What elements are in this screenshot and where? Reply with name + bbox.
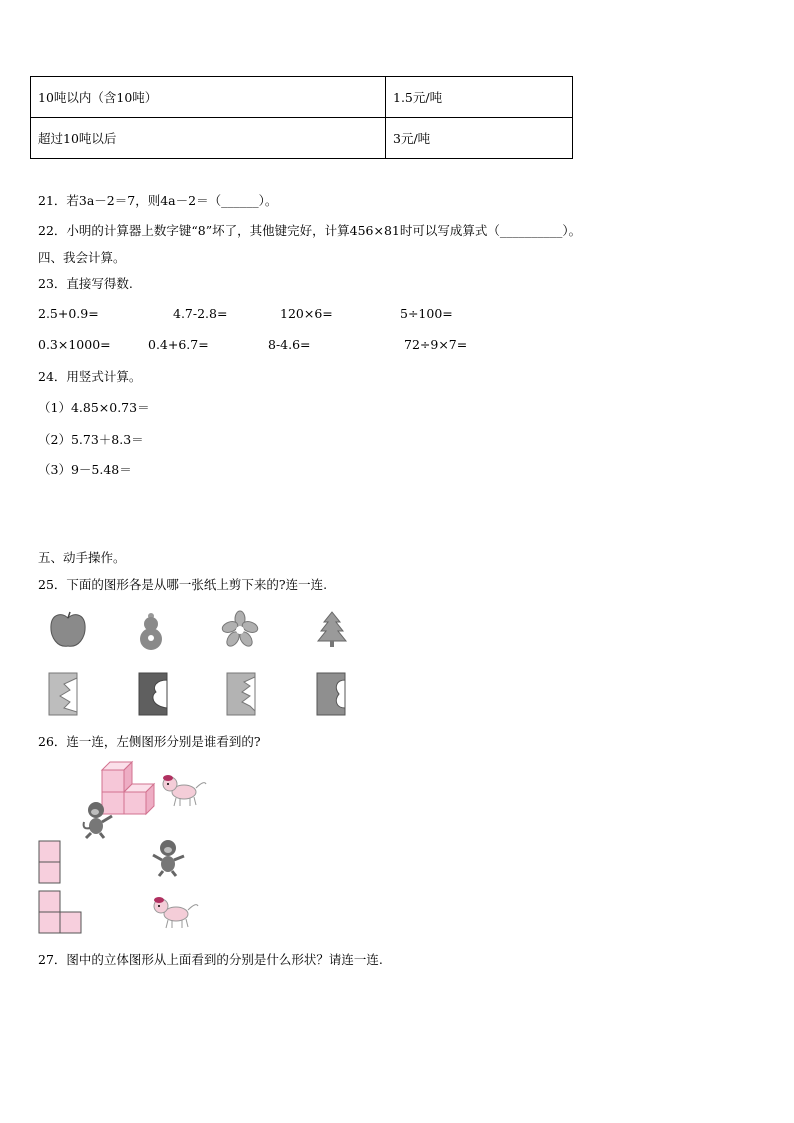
section-4-heading: 四、我会计算。 — [38, 250, 126, 265]
calc-item: 5÷100= — [400, 306, 453, 321]
folded-paper-3 — [226, 672, 256, 716]
question-23-title: 23．直接写得数. — [38, 276, 133, 291]
table-row — [31, 118, 573, 159]
gourd-shape-figure — [134, 608, 168, 650]
apple-shape-figure — [48, 610, 88, 650]
view-l-shape — [38, 890, 84, 934]
calc-item: 120×6= — [280, 306, 333, 321]
question-27-title: 27．图中的立体图形从上面看到的分别是什么形状？请连一连. — [38, 952, 383, 967]
monkey-icon — [150, 838, 190, 878]
question-22: 22．小明的计算器上数字键“8”坏了，其他键完好，计算456×81时可以写成算式（__________）。 — [38, 223, 582, 238]
flower-shape-figure — [220, 610, 260, 648]
calc-item: 0.3×1000= — [38, 337, 111, 352]
price-value-cell: 1.5元/吨 — [386, 77, 573, 118]
folded-paper-1 — [48, 672, 78, 716]
price-range-cell: 10吨以内（含10吨） — [31, 77, 386, 118]
section-5-heading: 五、动手操作。 — [38, 550, 126, 565]
monkey-icon — [80, 800, 116, 840]
price-table — [30, 76, 573, 159]
table-row — [31, 77, 573, 118]
dog-icon — [150, 894, 200, 930]
calc-item: 4.7-2.8= — [173, 306, 228, 321]
calc-item: 0.4+6.7= — [148, 337, 209, 352]
tree-shape-figure — [316, 610, 348, 648]
vertical-calc-item: （1）4.85×0.73＝ — [38, 400, 150, 415]
question-26-title: 26．连一连，左侧图形分别是谁看到的? — [38, 734, 261, 749]
question-24-title: 24．用竖式计算。 — [38, 369, 142, 384]
vertical-calc-item: （2）5.73＋8.3＝ — [38, 432, 144, 447]
dog-icon — [160, 772, 208, 808]
question-21: 21．若3a－2＝7，则4a－2＝（______）。 — [38, 193, 278, 208]
calc-item: 72÷9×7= — [404, 337, 468, 352]
view-two-squares-vertical — [38, 840, 62, 884]
folded-paper-2 — [138, 672, 168, 716]
calc-item: 2.5+0.9= — [38, 306, 99, 321]
question-25-title: 25．下面的图形各是从哪一张纸上剪下来的?连一连. — [38, 577, 328, 592]
folded-paper-4 — [316, 672, 346, 716]
vertical-calc-item: （3）9－5.48＝ — [38, 462, 132, 477]
price-range-cell: 超过10吨以后 — [31, 118, 386, 159]
price-value-cell: 3元/吨 — [386, 118, 573, 159]
calc-item: 8-4.6= — [268, 337, 311, 352]
